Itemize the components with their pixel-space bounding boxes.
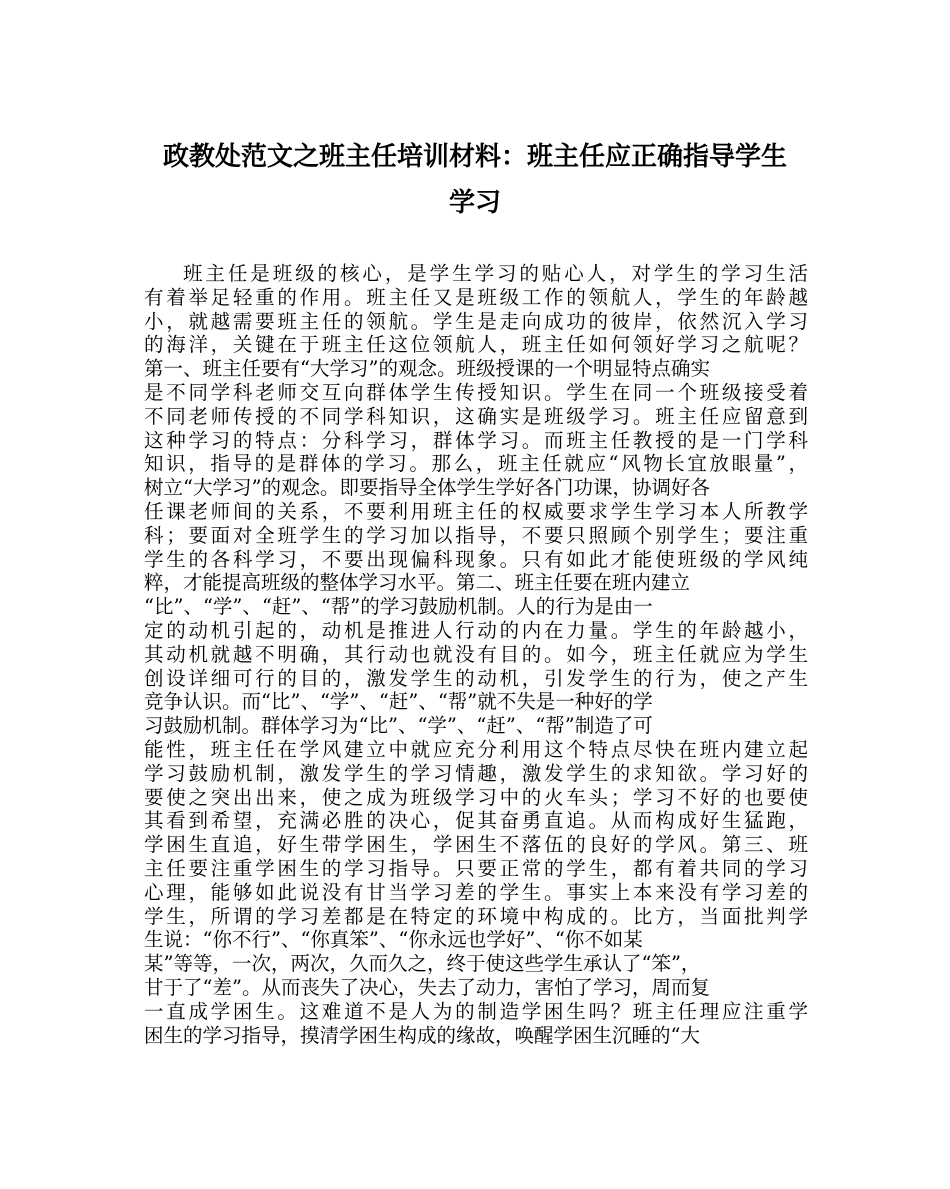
body-line: 其看到希望，充满必胜的决心，促其奋勇直追。从而构成好生猛跑，: [144, 809, 811, 833]
body-line: 竞争认识。而“比”、“学”、“赶”、“帮”就不失是一种好的学: [144, 690, 653, 714]
body-line: “比”、“学”、“赶”、“帮”的学习鼓励机制。人的行为是由一: [144, 595, 653, 619]
body-line: 学习鼓励机制，激发学生的学习情趣，激发学生的求知欲。学习好的: [144, 761, 811, 785]
document-title: [120, 134, 830, 226]
body-line: 心理，能够如此说没有甘当学习差的学生。事实上本来没有学习差的: [144, 880, 811, 904]
body-line: 习鼓励机制。群体学习为“比”、“学”、“赶”、“帮”制造了可: [144, 714, 653, 738]
body-line: 能性，班主任在学风建立中就应充分利用这个特点尽快在班内建立起: [144, 737, 811, 761]
body-line: 第一、班主任要有“大学习”的观念。班级授课的一个明显特点确实: [144, 357, 710, 381]
body-line: 要使之突出出来，使之成为班级学习中的火车头；学习不好的也要使: [144, 785, 811, 809]
body-line: 学困生直追，好生带学困生，学困生不落伍的良好的学风。第三、班: [144, 833, 811, 857]
body-line: 生说：“你不行”、“你真笨”、“你永远也学好”、“你不如某: [144, 928, 643, 952]
body-line: 不同老师传授的不同学科知识，这确实是班级学习。班主任应留意到: [144, 404, 811, 428]
body-line: 某”等等，一次，两次，久而久之，终于使这些学生承认了“笨”，: [144, 952, 701, 976]
body-line: 科；要面对全班学生的学习加以指导，不要只照顾个别学生；要注重: [144, 523, 811, 547]
body-line: 创设详细可行的目的，激发学生的动机，引发学生的行为，使之产生: [144, 666, 811, 690]
body-line: 定的动机引起的，动机是推进人行动的内在力量。学生的年龄越小，: [144, 618, 811, 642]
body-line: 这种学习的特点：分科学习，群体学习。而班主任教授的是一门学科: [144, 428, 811, 452]
title-line: 政教处范文之班主任培训材料：班主任应正确指导学生: [162, 142, 787, 172]
body-line: 学生的各科学习，不要出现偏科现象。只有如此才能使班级的学风纯: [144, 547, 811, 571]
body-line: 粹，才能提高班级的整体学习水平。第二、班主任要在班内建立: [144, 571, 691, 595]
body-line: 其动机就越不明确，其行动也就没有目的。如今，班主任就应为学生: [144, 642, 811, 666]
body-line: 小，就越需要班主任的领航。学生是走向成功的彼岸，依然沉入学习: [144, 309, 811, 333]
body-line: 任课老师间的关系，不要利用班主任的权威要求学生学习本人所教学: [144, 499, 811, 523]
body-line: 知识，指导的是群体的学习。那么，班主任就应“风物长宜放眼量”，: [144, 452, 811, 476]
body-line: 主任要注重学困生的学习指导。只要正常的学生，都有着共同的学习: [144, 856, 811, 880]
title-line: 学习: [448, 188, 501, 218]
body-line: 树立“大学习”的观念。即要指导全体学生学好各门功课，协调好各: [144, 476, 710, 500]
body-line: 甘于了“差”。从而丧失了决心，失去了动力，害怕了学习，周而复: [144, 975, 710, 999]
body-line: 学生，所谓的学习差都是在特定的环境中构成的。比方，当面批判学: [144, 904, 811, 928]
body-line: 困生的学习指导，摸清学困生构成的缘故，唤醒学困生沉睡的“大: [144, 1023, 700, 1047]
body-line: 班主任是班级的核心，是学生学习的贴心人，对学生的学习生活: [183, 262, 811, 285]
body-line: 有着举足轻重的作用。班主任又是班级工作的领航人，学生的年龄越: [144, 285, 811, 309]
body-paragraph: [144, 262, 811, 1047]
body-line: 是不同学科老师交互向群体学生传授知识。学生在同一个班级接受着: [144, 380, 811, 404]
body-line: 一直成学困生。这难道不是人为的制造学困生吗？班主任理应注重学: [144, 999, 811, 1023]
body-line: 的海洋，关键在于班主任这位领航人，班主任如何领好学习之航呢？: [144, 333, 811, 357]
